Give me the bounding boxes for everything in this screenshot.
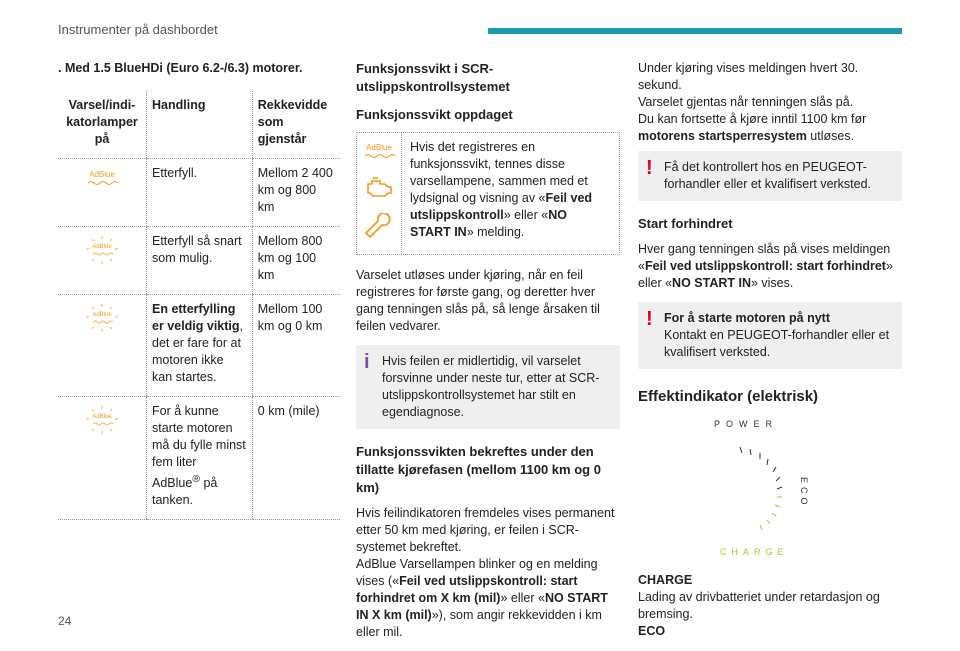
column-3 bbox=[638, 60, 902, 640]
para-bold: motorens startsperresystem bbox=[638, 129, 807, 143]
adblue-icon bbox=[80, 167, 124, 194]
warning-note-title: For å starte motoren på nytt bbox=[664, 311, 830, 325]
warning-note-text: Få det kontrollert hos en PEUGEOT-forhandler eller et kvalifisert verksted. bbox=[664, 160, 872, 191]
warning-icons bbox=[357, 133, 402, 254]
indicator-cell bbox=[58, 397, 147, 520]
indicator-cell bbox=[58, 295, 147, 397]
action-cell: Etterfyll så snart som mulig. bbox=[147, 227, 253, 295]
range-cell: Mellom 2 400 km og 800 km bbox=[252, 159, 340, 227]
adblue-icon-label: AdBlue bbox=[366, 143, 392, 152]
svg-text:CHARGE: CHARGE bbox=[720, 547, 789, 557]
adblue-icon-label: AdBlue bbox=[92, 312, 112, 318]
adblue-icon bbox=[357, 141, 401, 168]
action-text: på tanken. bbox=[152, 476, 218, 508]
paragraph: Varselet utløses under kjøring, når en feil registreres for første gang, og deretter hver gang tenningen slås på, så lenge årsaken til feilen vedvarer. bbox=[356, 268, 600, 333]
engine-warning-icon bbox=[364, 176, 394, 205]
frame-text: Hvis det registreres en funksjonssvikt, tennes disse varsellampene, sammen med et lydsignal og visning av « bbox=[410, 140, 588, 205]
paragraph bbox=[638, 111, 902, 145]
para-bold: NO START IN X km (mil) bbox=[356, 591, 608, 622]
charge-text: Lading av drivbatteriet under retardasjon og bremsing. bbox=[638, 590, 880, 621]
action-cell bbox=[147, 295, 253, 397]
section-title: Funksjonssvikt i SCR-utslippskontrollsystemet bbox=[356, 61, 510, 94]
info-icon: i bbox=[364, 351, 370, 373]
warning-note-text: Kontakt en PEUGEOT-forhandler eller et kvalifisert verksted. bbox=[664, 328, 890, 359]
para-text: » eller « bbox=[638, 259, 893, 290]
warning-frame-text bbox=[402, 133, 619, 254]
table-header: Rekkevidde som gjenstår bbox=[252, 91, 340, 159]
indicator-cell bbox=[58, 227, 147, 295]
column-2 bbox=[356, 60, 620, 651]
gauge-charge-label bbox=[720, 547, 789, 557]
frame-text: » eller « bbox=[503, 208, 549, 222]
registered-mark: ® bbox=[192, 474, 200, 485]
section-title: Effektindikator (elektrisk) bbox=[638, 388, 819, 405]
para-text: » eller « bbox=[500, 591, 545, 605]
para-text: utløses. bbox=[806, 129, 855, 143]
para-text: »), som angir rekkevidden i km eller mil. bbox=[356, 608, 602, 639]
gauge-ticks-lower bbox=[760, 497, 782, 530]
header-accent-bar bbox=[488, 28, 902, 34]
warning-note bbox=[638, 302, 902, 369]
frame-text: » melding. bbox=[466, 225, 525, 239]
range-cell: Mellom 100 km og 0 km bbox=[252, 295, 340, 397]
adblue-range-table bbox=[58, 91, 340, 520]
charge-title: CHARGE bbox=[638, 573, 693, 587]
paragraph: Under kjøring vises meldingen hvert 30. sekund. bbox=[638, 61, 859, 92]
para-bold: Feil ved utslippskontroll: start forhindret om X km (mil) bbox=[356, 574, 578, 605]
paragraph: Varselet gjentas når tenningen slås på. bbox=[638, 95, 854, 109]
warning-note bbox=[638, 151, 902, 201]
table-row bbox=[58, 159, 340, 227]
running-header: Instrumenter på dashbordet bbox=[58, 22, 218, 37]
power-gauge-illustration bbox=[700, 415, 902, 570]
adblue-icon-label: AdBlue bbox=[92, 414, 112, 420]
table-row bbox=[58, 397, 340, 520]
indicator-cell bbox=[58, 159, 147, 227]
info-note bbox=[356, 345, 620, 429]
table-header: Varsel/indikatorlamper på bbox=[58, 91, 147, 159]
service-wrench-icon bbox=[364, 213, 394, 246]
para-bold: Feil ved utslippskontroll: start forhindret bbox=[644, 259, 886, 273]
frame-bold: NO START IN bbox=[410, 208, 567, 239]
svg-text:POWER: POWER bbox=[714, 419, 779, 429]
para-text: Hver gang tenningen slås på vises meldingen « bbox=[638, 242, 891, 273]
gauge-ticks-upper bbox=[740, 447, 782, 489]
range-cell: 0 km (mile) bbox=[252, 397, 340, 520]
table-row bbox=[58, 295, 340, 397]
adblue-flashing-icon bbox=[80, 303, 124, 338]
action-cell: Etterfyll. bbox=[147, 159, 253, 227]
alert-icon: ! bbox=[646, 308, 653, 330]
column-1 bbox=[58, 60, 340, 520]
range-cell: Mellom 800 km og 100 km bbox=[252, 227, 340, 295]
paragraph bbox=[356, 556, 620, 641]
table-header-row bbox=[58, 91, 340, 159]
alert-icon: ! bbox=[646, 157, 653, 179]
para-text: AdBlue Varsellampen blinker og en melding vises (« bbox=[356, 557, 598, 588]
action-cell bbox=[147, 397, 253, 520]
engine-note: . Med 1.5 BlueHDi (Euro 6.2-/6.3) motorer. bbox=[58, 61, 303, 75]
para-bold: NO START IN bbox=[672, 276, 751, 290]
info-note-text: Hvis feilen er midlertidig, vil varselet forsvinne under neste tur, etter at SCR-utslippskontrollsystemet har stilt en egendiagnose. bbox=[382, 354, 600, 419]
action-rest: , det er fare for at motoren ikke kan startes. bbox=[152, 319, 244, 384]
action-text: For å kunne starte motoren må du fylle minst fem liter AdBlue bbox=[152, 404, 246, 491]
gauge-eco-label bbox=[799, 477, 809, 509]
frame-bold: Feil ved utslippskontroll bbox=[410, 191, 593, 222]
subsection-title: Funksjonssvikten bekreftes under den tillatte kjørefasen (mellom 1100 km og 0 km) bbox=[356, 444, 601, 495]
para-text: Du kan fortsette å kjøre inntil 1100 km før bbox=[638, 112, 867, 126]
page-number: 24 bbox=[58, 614, 72, 628]
subsection-title: Start forhindret bbox=[638, 216, 733, 231]
adblue-icon-label: AdBlue bbox=[92, 244, 112, 250]
gauge-power-label bbox=[714, 419, 778, 429]
adblue-flashing-icon bbox=[80, 405, 124, 440]
adblue-icon-label: AdBlue bbox=[89, 170, 115, 179]
paragraph bbox=[638, 241, 902, 292]
para-text: » vises. bbox=[750, 276, 794, 290]
svg-text:ECO: ECO bbox=[799, 477, 809, 509]
table-row bbox=[58, 227, 340, 295]
table-header: Handling bbox=[147, 91, 253, 159]
warning-frame bbox=[356, 132, 620, 255]
action-bold: En etterfylling er veldig viktig bbox=[152, 302, 240, 333]
subsection-title: Funksjonssvikt oppdaget bbox=[356, 107, 513, 122]
adblue-flashing-icon bbox=[80, 235, 124, 270]
paragraph: Hvis feilindikatoren fremdeles vises permanent etter 50 km med kjøring, er feilen i SCR-systemet bekreftet. bbox=[356, 506, 615, 554]
eco-title: ECO bbox=[638, 624, 666, 638]
